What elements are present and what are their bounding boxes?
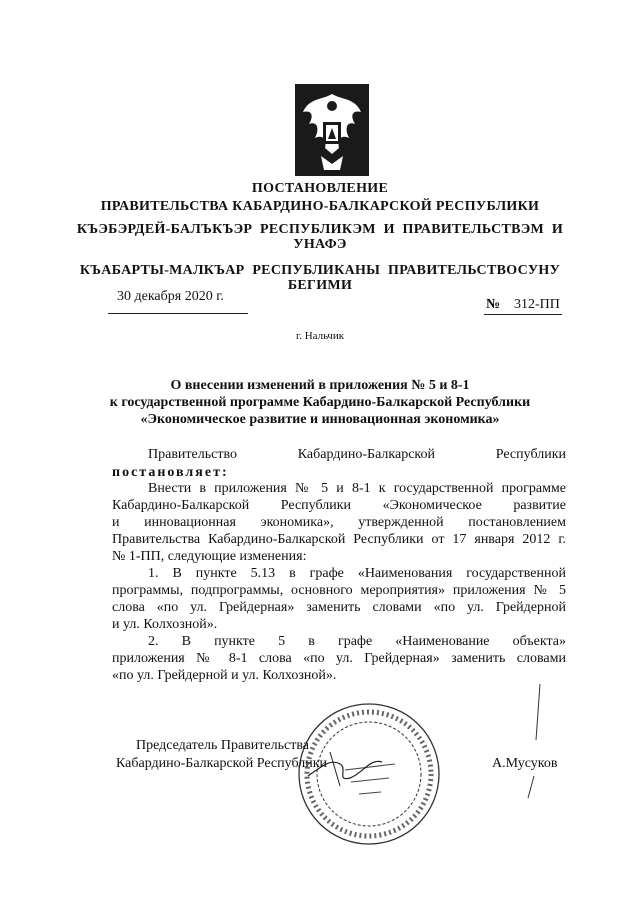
city-name: г. Нальчик bbox=[295, 330, 345, 342]
margin-pen-marks bbox=[520, 680, 550, 800]
doc-type-heading: ПОСТАНОВЛЕНИЕ bbox=[251, 181, 389, 196]
document-title-line1: О внесении изменений в приложения № 5 и 8-1 bbox=[170, 378, 470, 393]
government-name-kab-line1: КЪЭБЭРДЕЙ-БАЛЪКЪЭР РЕСПУБЛИКЭМ И ПРАВИТЕЛЬСТВЭМ И bbox=[76, 222, 564, 237]
body-p2-line3: и инновационная экономика», утвержденной постановлением bbox=[112, 515, 566, 530]
body-p4-line2: приложения № 8-1 слова «по ул. Грейдерная» заменить словами bbox=[112, 651, 566, 666]
body-p2-line5: № 1-ПП, следующие изменения: bbox=[112, 549, 307, 564]
document-title-line3: «Экономическое развитие и инновационная экономика» bbox=[140, 412, 500, 427]
body-resolves: постановляет: bbox=[112, 465, 229, 480]
date-underline bbox=[108, 313, 248, 314]
document-number: 312-ПП bbox=[514, 297, 560, 312]
government-name-ru: ПРАВИТЕЛЬСТВА КАБАРДИНО-БАЛКАРСКОЙ РЕСПУБЛИКИ bbox=[100, 199, 540, 214]
body-p2-line4: Правительства Кабардино-Балкарской Республики от 17 января 2012 г. bbox=[112, 532, 566, 547]
signatory-position-line1: Председатель Правительства bbox=[136, 738, 309, 753]
body-p2-line1: Внести в приложения № 5 и 8-1 к государственной программе bbox=[148, 481, 566, 496]
number-underline bbox=[484, 314, 562, 315]
body-p3-line1: 1. В пункте 5.13 в графе «Наименования государственной bbox=[148, 566, 566, 581]
signatory-name: А.Мусуков bbox=[492, 756, 558, 771]
coat-of-arms-emblem bbox=[295, 84, 369, 176]
body-p1-line1: Правительство Кабардино-Балкарской Республики bbox=[148, 447, 566, 462]
government-name-kab-line2: УНАФЭ bbox=[293, 237, 347, 252]
government-name-balk-line1: КЪАБАРТЫ-МАЛКЪАР РЕСПУБЛИКАНЫ ПРАВИТЕЛЬСТВОСУНУ bbox=[79, 263, 561, 278]
government-name-balk-line2: БЕГИМИ bbox=[287, 278, 353, 293]
body-p3-line4: и ул. Колхозной». bbox=[112, 617, 218, 632]
document-title-line2: к государственной программе Кабардино-Балкарской Республики bbox=[109, 395, 531, 410]
body-p3-line3: слова «по ул. Грейдерная» заменить словами «по ул. Грейдерной bbox=[112, 600, 566, 615]
body-p2-line2: Кабардино-Балкарской Республики «Экономическое развитие bbox=[112, 498, 566, 513]
body-p3-line2: программы, подпрограммы, основного мероприятия» приложения № 5 bbox=[112, 583, 566, 598]
body-p4-line3: «по ул. Грейдерной и ул. Колхозной». bbox=[112, 668, 337, 683]
document-date: 30 декабря 2020 г. bbox=[117, 289, 224, 304]
body-p4-line1: 2. В пункте 5 в графе «Наименование объекта» bbox=[148, 634, 566, 649]
signatory-position-line2: Кабардино-Балкарской Республики bbox=[116, 756, 327, 771]
number-sign: № bbox=[486, 297, 501, 312]
